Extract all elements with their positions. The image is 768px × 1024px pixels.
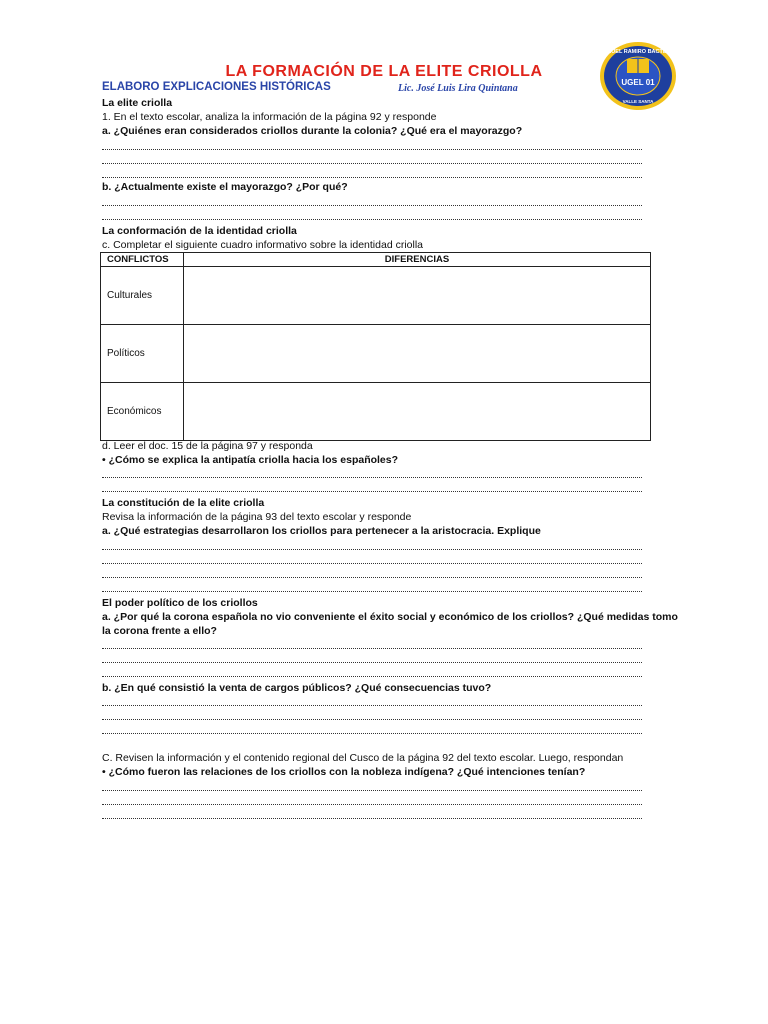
section5-instruction: C. Revisen la información y el contenido regional del Cusco de la página 92 del texto escolar. Luego, respondan bbox=[102, 752, 624, 764]
answer-line[interactable] bbox=[102, 577, 642, 578]
answer-cell[interactable] bbox=[184, 267, 651, 325]
question-4a-line1: a. ¿Por qué la corona española no vio conveniente el éxito social y económico de los criollos? ¿Qué medidas tomo bbox=[102, 611, 678, 623]
answer-line[interactable] bbox=[102, 705, 642, 706]
answer-line[interactable] bbox=[102, 549, 642, 550]
question-1b: b. ¿Actualmente existe el mayorazgo? ¿Por qué? bbox=[102, 181, 348, 193]
answer-line[interactable] bbox=[102, 719, 642, 720]
answer-line[interactable] bbox=[102, 591, 642, 592]
answer-line[interactable] bbox=[102, 790, 642, 791]
section4-heading: El poder político de los criollos bbox=[102, 597, 258, 609]
table-row bbox=[101, 325, 651, 383]
answer-line[interactable] bbox=[102, 177, 642, 178]
answer-line[interactable] bbox=[102, 205, 642, 206]
question-2d-bullet: • ¿Cómo se explica la antipatía criolla hacia los españoles? bbox=[102, 454, 399, 466]
section2-instruction: c. Completar el siguiente cuadro informativo sobre la identidad criolla bbox=[102, 239, 423, 251]
answer-line[interactable] bbox=[102, 662, 642, 663]
answer-cell[interactable] bbox=[184, 383, 651, 441]
logo-top-text: MANUEL RAMIRO BACTELLA bbox=[598, 49, 678, 55]
answer-line[interactable] bbox=[102, 477, 642, 478]
question-4a-line2: la corona frente a ello? bbox=[102, 625, 217, 637]
answer-line[interactable] bbox=[102, 491, 642, 492]
row-label-culturales: Culturales bbox=[101, 267, 184, 325]
answer-line[interactable] bbox=[102, 648, 642, 649]
answer-line[interactable] bbox=[102, 676, 642, 677]
identity-table bbox=[100, 252, 651, 441]
section3-instruction: Revisa la información de la página 93 del texto escolar y responde bbox=[102, 511, 412, 523]
page-title: LA FORMACIÓN DE LA ELITE CRIOLLA bbox=[225, 63, 543, 80]
question-4b: b. ¿En qué consistió la venta de cargos públicos? ¿Qué consecuencias tuvo? bbox=[102, 682, 492, 694]
subheading: ELABORO EXPLICACIONES HISTÓRICAS bbox=[102, 81, 331, 93]
row-label-politicos: Políticos bbox=[101, 325, 184, 383]
answer-line[interactable] bbox=[102, 219, 642, 220]
row-label-economicos: Económicos bbox=[101, 383, 184, 441]
table-header-diferencias: DIFERENCIAS bbox=[184, 253, 651, 267]
question-2d: d. Leer el doc. 15 de la página 97 y responda bbox=[102, 440, 313, 452]
table-header-conflictos: CONFLICTOS bbox=[101, 253, 184, 267]
answer-line[interactable] bbox=[102, 733, 642, 734]
answer-line[interactable] bbox=[102, 149, 642, 150]
answer-line[interactable] bbox=[102, 563, 642, 564]
section1-heading: La elite criolla bbox=[102, 97, 173, 109]
section1-instruction: 1. En el texto escolar, analiza la información de la página 92 y responde bbox=[102, 111, 437, 123]
logo-bottom-text: VALLE SANTA bbox=[622, 99, 654, 104]
author: Lic. José Luis Lira Quintana bbox=[398, 83, 518, 94]
question-5-bullet: • ¿Cómo fueron las relaciones de los criollos con la nobleza indígena? ¿Qué intenciones tenían? bbox=[102, 766, 586, 778]
school-logo bbox=[598, 40, 678, 112]
answer-cell[interactable] bbox=[184, 325, 651, 383]
section2-heading: La conformación de la identidad criolla bbox=[102, 225, 297, 237]
section3-heading: La constitución de la elite criolla bbox=[102, 497, 265, 509]
table-row bbox=[101, 383, 651, 441]
logo-ugel-text: UGEL 01 bbox=[621, 78, 655, 87]
answer-line[interactable] bbox=[102, 804, 642, 805]
question-3a: a. ¿Qué estrategias desarrollaron los criollos para pertenecer a la aristocracia. Explique bbox=[102, 525, 541, 537]
answer-line[interactable] bbox=[102, 163, 642, 164]
answer-line[interactable] bbox=[102, 818, 642, 819]
question-1a: a. ¿Quiénes eran considerados criollos durante la colonia? ¿Qué era el mayorazgo? bbox=[102, 125, 523, 137]
table-row bbox=[101, 267, 651, 325]
